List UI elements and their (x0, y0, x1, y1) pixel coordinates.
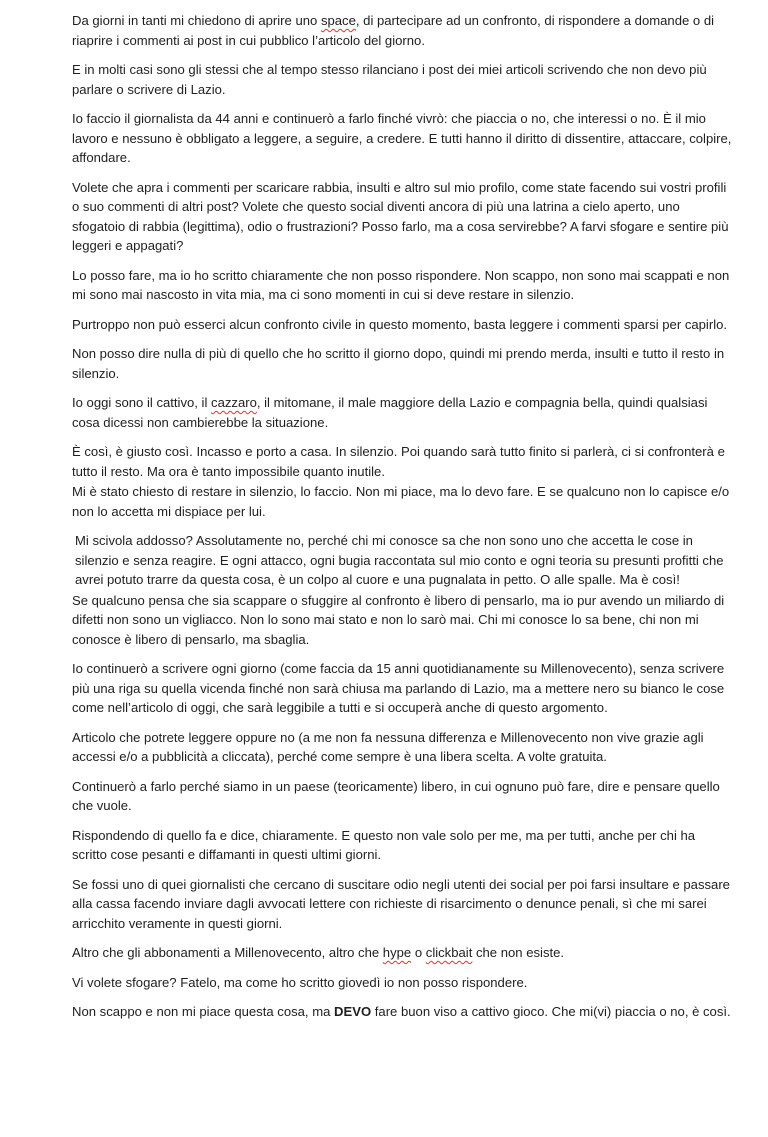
paragraph-10: Mi è stato chiesto di restare in silenzio, lo faccio. Non mi piace, ma lo devo fare. E se qualcuno non lo capisce e/o non lo accetta mi dispiace per lui. (72, 484, 730, 519)
paragraph-12: Se qualcuno pensa che sia scappare o sfuggire al confronto è libero di pensarlo, ma io pur avendo un miliardo di difetti non sono un vigliacco. Non lo sono mai stato e non lo sarò mai. Chi mi conosce lo sa bene, chi non mi conosce è libero di pensarlo, ma sbaglia. (72, 592, 725, 647)
paragraph-5: Lo posso fare, ma io ho scritto chiaramente che non posso rispondere. Non scappo, non sono mai scappati e non mi sono mai nascosto in vita mia, ma ci sono momenti in cui si deve restare in silenzio. (72, 267, 730, 302)
paragraph-11: Mi scivola addosso? Assolutamente no, perché chi mi conosce sa che non sono uno che accetta le cose in silenzio e senza reagire. E ogni attacco, ogni bugia raccontata sul mio conto e ogni teoria su presunti profitti che avrei potuto trarre da questa cosa, è un colpo al cuore e una pugnalata in petto. O alle spalle. Ma è così! (75, 533, 724, 587)
paragraph-15: Continuerò a farlo perché siamo in un paese (teoricamente) libero, in cui ognuno può fare, dire e pensare quello che vuole. (72, 778, 720, 813)
paragraph-14: Articolo che potrete leggere oppure no (a me non fa nessuna differenza e Millenovecento non vive grazie agli accessi e/o a pubblicità a cliccata), perché come sempre è una libera scelta. A volte gratuita. (72, 729, 704, 764)
paragraph-16: Rispondendo di quello fa e dice, chiaramente. E questo non vale solo per me, ma per tutti, anche per chi ha scritto cose pesanti e diffamanti in questi ultimi giorni. (72, 827, 696, 862)
paragraph-7: Non posso dire nulla di più di quello che ho scritto il giorno dopo, quindi mi prendo merda, insulti e tutto il resto in silenzio. (72, 346, 725, 381)
paragraph-17: Se fossi uno di quei giornalisti che cercano di suscitare odio negli utenti dei social per poi farsi insultare e passare alla cassa facendo inviare dagli avvocati lettere con richieste di risarcimento o denunce penali, sì che mi sarei arricchito veramente in questi giorni. (72, 876, 730, 931)
paragraph-9: È così, è giusto così. Incasso e porto a casa. In silenzio. Poi quando sarà tutto finito si parlerà, ci si confronterà e tutto il resto. Ma ora è tanto impossibile quanto inutile. (72, 444, 725, 479)
emphasis-word: DEVO (334, 1004, 372, 1019)
misspelled-word: hype (382, 945, 412, 960)
paragraph-6: Purtroppo non può esserci alcun confronto civile in questo momento, basta leggere i commenti sparsi per capirlo. (72, 316, 728, 332)
paragraph-18: Altro che gli abbonamenti a Millenovecento, altro che hype o clickbait che non esiste. (72, 945, 565, 960)
document-body (72, 11, 732, 1032)
paragraph-1: Da giorni in tanti mi chiedono di aprire uno space, di partecipare ad un confronto, di rispondere a domande o di riaprire i commenti ai post in cui pubblico l’articolo del giorno. (72, 13, 715, 48)
misspelled-word: cazzaro (211, 395, 257, 410)
paragraph-19: Vi volete sfogare? Fatelo, ma come ho scritto giovedì io non posso rispondere. (72, 974, 528, 990)
paragraph-8: Io oggi sono il cattivo, il cazzaro, il mitomane, il male maggiore della Lazio e compagnia bella, quindi qualsiasi cosa dicessi non cambierebbe la situazione. (72, 395, 708, 430)
paragraph-20: Non scappo e non mi piace questa cosa, ma DEVO fare buon viso a cattivo gioco. Che mi(vi) piaccia o no, è così. (72, 1004, 731, 1019)
paragraph-2: E in molti casi sono gli stessi che al tempo stesso rilanciano i post dei miei articoli scrivendo che non devo più parlare o scrivere di Lazio. (72, 62, 707, 97)
misspelled-word: clickbait (425, 945, 473, 960)
paragraph-4: Volete che apra i commenti per scaricare rabbia, insulti e altro sul mio profilo, come state facendo sui vostri profili o suo commenti di altri post? Volete che questo social diventi ancora di più una latrina a cielo aperto, uno sfogatoio di rabbia (legittima), odio o frustrazioni? Posso farlo, ma a cosa servirebbe? A farvi sfogare e sentire più leggeri e appagati? (72, 179, 729, 253)
misspelled-word: space (320, 13, 356, 28)
paragraph-3: Io faccio il giornalista da 44 anni e continuerò a farlo finché vivrò: che piaccia o no, che interessi o no. È il mio lavoro e nessuno è obbligato a leggere, a seguire, a credere. E tutti hanno il diritto di dissentire, attaccare, colpire, affondare. (72, 111, 732, 165)
paragraph-13: Io continuerò a scrivere ogni giorno (come faccia da 15 anni quotidianamente su Millenovecento), senza scrivere più una riga su quella vicenda finché non sarà chiusa ma parlando di Lazio, ma a mettere nero su bianco le cose come nell’articolo di oggi, che sarà leggibile a tutti e si occuperà anche di questo argomento. (72, 661, 725, 715)
